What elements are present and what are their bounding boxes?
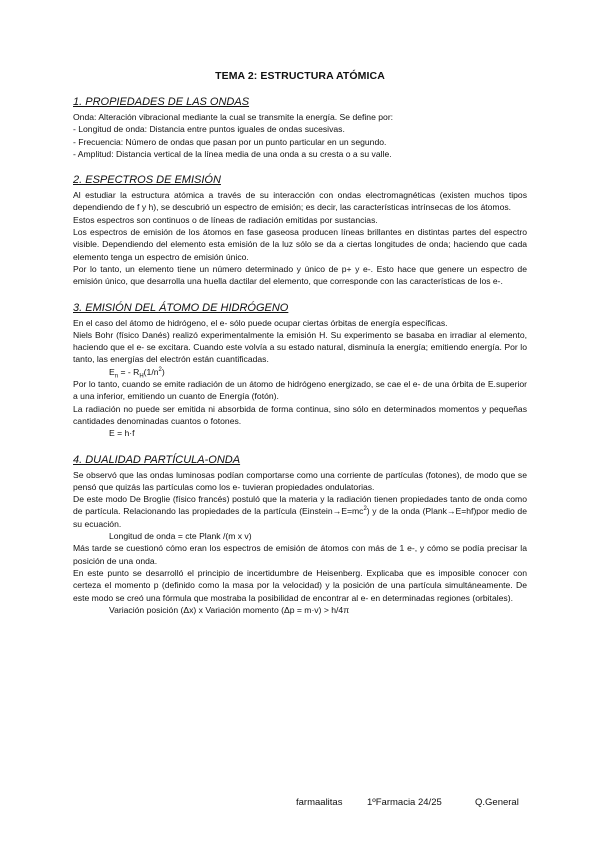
footer-author: farmaalitas [296, 797, 343, 808]
paragraph: De este modo De Broglie (físico francés) postuló que la materia y la radiación tienen propiedades tanto de onda como de partícula. Relacionando las propiedades de la partícula $(Einstein\to E=mc^2)$ y de la onda (Plank→E=hf)por medio de su ecuación. [73, 494, 527, 529]
planck-formula: E = h·f [109, 428, 135, 439]
paragraph: Se observó que las ondas luminosas podían comportarse como una corriente de partículas (fotones), de modo que se pensó que quizás las partículas como los e- tuvieran propiedades ondulatorias. [73, 469, 527, 492]
document-page [73, 70, 527, 630]
section-heading: 3. EMISIÓN DEL ÁTOMO DE HIDRÓGENO [73, 301, 289, 314]
paragraph: Onda: Alteración vibracional mediante la cual se transmite la energía. Se define por: [73, 112, 394, 122]
paragraph: Niels Bohr (físico Danés) realizó experimentalmente la emisión H. Su experimento se basaba en irradiar al elemento, haciendo que el e- se excitara. Cuando este volvía a su estado natural, disminuía la energía; emitiendo energía. Por lo tanto, las energías del electrón están cuantificadas. [73, 329, 527, 365]
section-heading: 2. ESPECTROS DE EMISIÓN [73, 174, 221, 187]
paragraph: Al estudiar la estructura atómica a través de su interacción con ondas electromagnéticas (existen muchos tipos dependiendo de f y h), se descubrió un espectro de emisión; es decir, las características intrínsecas de los átomos. [73, 190, 527, 213]
list-item: - Amplitud: Distancia vertical de la línea media de una onda a su cresta o a su valle. [73, 148, 392, 159]
list-item: - Longitud de onda: Distancia entre puntos iguales de ondas sucesivas. [73, 124, 345, 135]
paragraph: Estos espectros son continuos o de líneas de radiación emitidas por sustancias. [73, 214, 378, 225]
footer-subject: Q.General [475, 797, 519, 808]
section-heading: 1. PROPIEDADES DE LAS ONDAS [73, 96, 250, 108]
heisenberg-formula: Variación posición (Δx) x Variación momento (Δp = m·v) > h/4π [109, 604, 350, 615]
paragraph: Por lo tanto, cuando se emite radiación de un átomo de hidrógeno energizado, se cae el e- de una órbita de E.superior a una inferior, emitiendo un cuanto de Energía (fotón). [73, 379, 527, 402]
paragraph: En este punto se desarrolló el principio de incertidumbre de Heisenberg. Explicaba que es imposible conocer con certeza el momento p (definido como la masa por la velocidad) y la posición de una partícula simultáneamente. De este modo se creó una fórmula que mostraba la posibilidad de encontrar al e- en determinadas regiones (orbitales). [73, 567, 527, 603]
paragraph: En el caso del átomo de hidrógeno, el e- sólo puede ocupar ciertas órbitas de energía específicas. [73, 317, 448, 328]
footer-course: 1ºFarmacia 24/25 [367, 797, 442, 808]
page-title: TEMA 2: ESTRUCTURA ATÓMICA [215, 70, 385, 82]
de-broglie-formula: Longitud de onda = cte Plank /(m x v) [109, 531, 252, 542]
section-heading: 4. DUALIDAD PARTÍCULA-ONDA [73, 453, 241, 466]
paragraph: La radiación no puede ser emitida ni absorbida de forma continua, sino sólo en determinados momentos y pequeñas cantidades denominadas cuantos o fotones. [73, 403, 527, 426]
section-wave-properties [73, 96, 527, 160]
paragraph: Por lo tanto, un elemento tiene un número determinado y único de p+ y e-. Esto hace que genere un espectro de emisión único, que desarrolla una huella dactilar del elemento, que corresponde con las características de los e-. [73, 263, 527, 287]
paragraph: Más tarde se cuestionó cómo eran los espectros de emisión de átomos con más de 1 e-, y cómo se podía precisar la posición de una onda. [73, 543, 527, 566]
bohr-energy-formula: $E_n$ = - $R_H(1/n^2)$ [109, 366, 165, 380]
section-hydrogen-emission [73, 302, 527, 440]
list-item: - Frecuencia: Número de ondas que pasan por un punto particular en un segundo. [73, 136, 387, 147]
paragraph: Los espectros de emisión de los átomos en fase gaseosa producen líneas brillantes en distintas partes del espectro visible. Dependiendo del elemento esta emisión de la luz sólo se da a ciertas longitudes de onda; haciendo que cada elemento tenga un espectro de emisión único. [73, 227, 527, 262]
section-wave-particle-duality [73, 454, 527, 617]
section-emission-spectra [73, 174, 527, 287]
